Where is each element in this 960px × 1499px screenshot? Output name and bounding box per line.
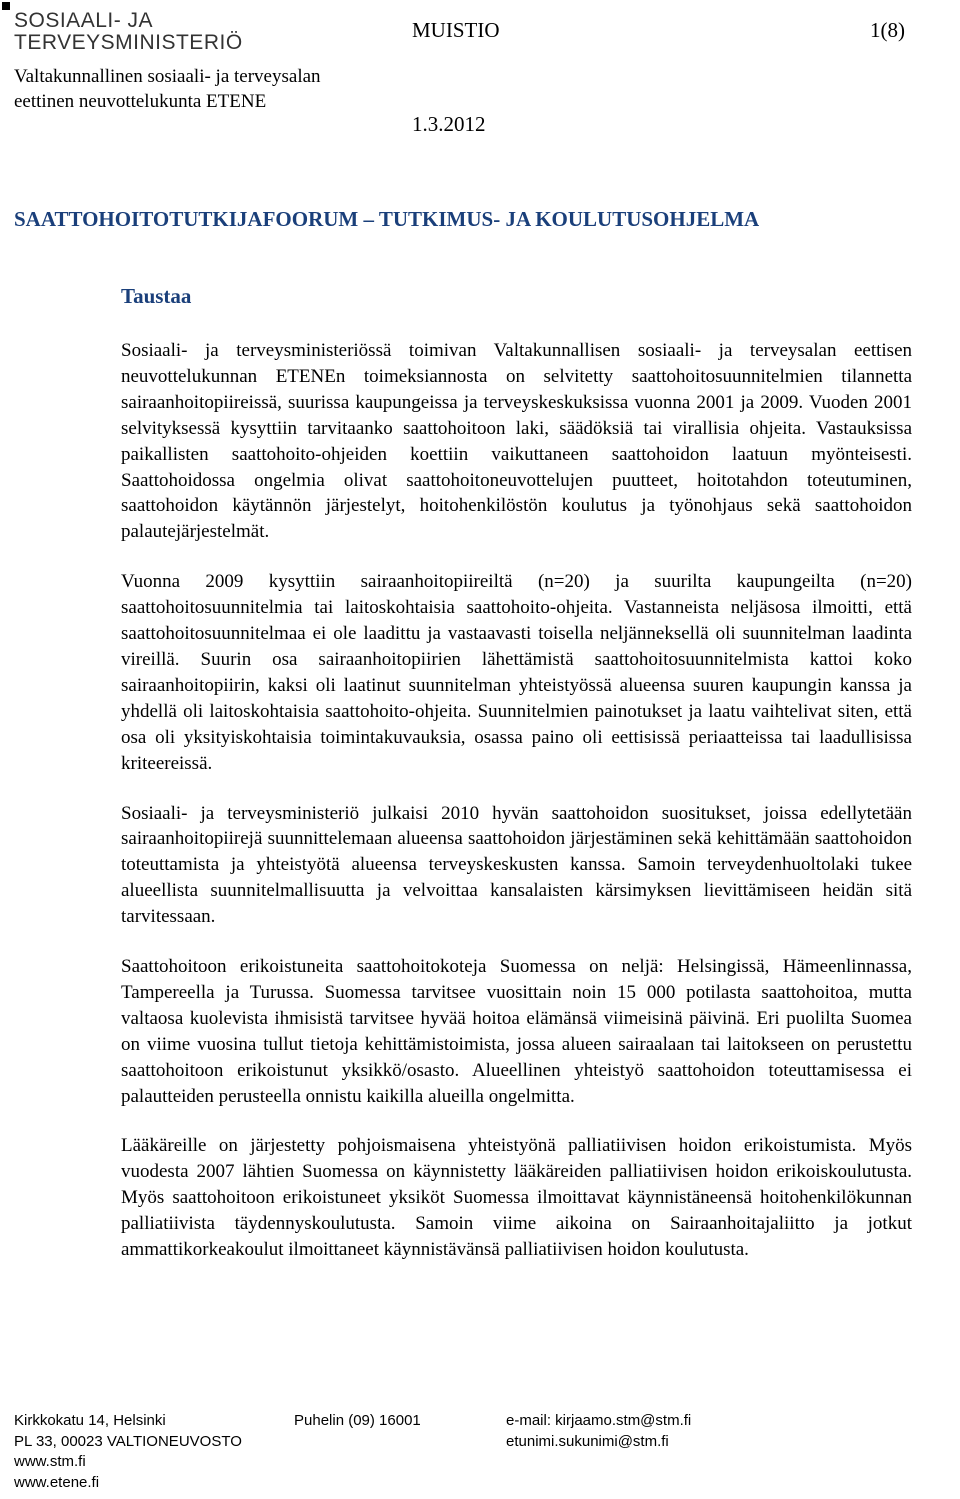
- section-heading: Taustaa: [121, 284, 192, 308]
- paragraph: Sosiaali- ja terveysministeriössä toimivan Valtakunnallisen sosiaali- ja terveysalan eettisen neuvottelukunnan ETENEn toimeksiannosta on selvitetty saattohoitosuunnitelmien tilannetta sairaanhoitopiireissä, suurissa kaupungeissa ja terveyskeskuksissa vuonna 2001 ja 2009. Vuoden 2001 selvityksessä kysyttiin tarvitaanko saattohoitoon laki, säädöksiä tai virallisia ohjeita. Vastauksissa paikallisten saattohoito-ohjeiden koettiin vaikuttaneen saattohoidon laatuun myönteisesti. Saattohoidossa ongelmia olivat saattohoitoneuvottelujen puutteet, hoitotahdon toteutuminen, saattohoidon käytännön järjestelyt, hoitohenkilöstön koulutus ja työnohjaus sekä saattohoidon palautejärjestelmät.: [121, 340, 912, 543]
- document-body: [121, 338, 912, 1287]
- logo-line-2: TERVEYSMINISTERIÖ: [14, 31, 243, 54]
- logo-line-1: SOSIAALI- JA: [14, 9, 154, 32]
- footer-email-registry[interactable]: e-mail: kirjaamo.stm@stm.fi: [506, 1412, 692, 1429]
- footer-email: [506, 1411, 691, 1452]
- paragraph: Sosiaali- ja terveysministeriö julkaisi 2010 hyvän saattohoidon suositukset, joissa edellytetään sairaanhoitopiirejä suunnittelemaan alueensa saattohoidon järjestäminen sekä kehittämään saattohoidon toteuttamista ja yhteistyötä alueensa terveyskeskusten kanssa. Samoin terveydenhuoltolaki tukee alueellista suunnitelmallisuutta ja velvoittaa kansalaisten kärsimyksen lievittämiseen heidän sitä tarvitessaan.: [121, 802, 912, 928]
- page-number: 1(8): [870, 18, 905, 42]
- footer-link-stm[interactable]: www.stm.fi: [14, 1453, 86, 1470]
- footer-link-etene[interactable]: www.etene.fi: [14, 1473, 100, 1491]
- footer-street: Kirkkokatu 14, Helsinki: [14, 1412, 166, 1429]
- paragraph: Lääkäreille on järjestetty pohjoismaisena yhteistyönä palliatiivisen hoidon erikoistumista. Myös vuodesta 2007 lähtien Suomessa on käynnistetty lääkäreiden palliatiivisen hoidon erikoiskoulutusta. Myös saattohoitoon erikoistuneet yksiköt Suomessa ilmoittavat käynnistäneensä hoitohenkilökunnan palliatiivista täydennyskoulutusta. Samoin viime aikoina on Sairaanhoitajaliitto ja jotkut ammattikorkeakoulut ilmoittaneet käynnistävänsä palliatiivisen hoidon koulutusta.: [121, 1135, 912, 1261]
- document-type: MUISTIO: [412, 18, 500, 42]
- footer-email-pattern: etunimi.sukunimi@stm.fi: [506, 1432, 669, 1450]
- corner-mark: [2, 2, 10, 10]
- unit-line-1: Valtakunnallinen sosiaali- ja terveysalan: [14, 66, 321, 87]
- issuing-unit: [14, 64, 321, 114]
- document-date: 1.3.2012: [412, 112, 486, 136]
- document-title: SAATTOHOITOTUTKIJAFOORUM – TUTKIMUS- JA KOULUTUSOHJELMA: [14, 207, 760, 231]
- footer-postal: PL 33, 00023 VALTIONEUVOSTO: [14, 1432, 242, 1450]
- footer-address: [14, 1411, 242, 1493]
- unit-line-2: eettinen neuvottelukunta ETENE: [14, 91, 267, 112]
- ministry-logo: [14, 10, 243, 54]
- footer-phone: [294, 1411, 421, 1432]
- footer-phone-number: Puhelin (09) 16001: [294, 1412, 421, 1429]
- paragraph: Saattohoitoon erikoistuneita saattohoitokoteja Suomessa on neljä: Helsingissä, Hämeenlinnassa, Tampereella ja Turussa. Suomessa tarvitsee vuosittain noin 15 000 potilasta saattohoitoa, mutta valtaosa kuolevista ihmisistä tarvitsee hyvää hoitoa elämänsä viimeisinä päivinä. Eri puolilta Suomea on viime vuosina tullut tietoja kehittämistoimista, jossa alueen sairaalaan tai laitokseen on perustettu saattohoitoon erikoistunut yksikkö/osasto. Alueellinen yhteistyö saattohoidon toteuttamisessa ei palautteiden perusteella onnistu kaikilla alueilla ongelmitta.: [121, 956, 912, 1107]
- paragraph: Vuonna 2009 kysyttiin sairaanhoitopiireiltä (n=20) ja suurilta kaupungeilta (n=20) saattohoitosuunnitelmia tai laitoskohtaisia saattohoito-ohjeita. Vastanneista neljäsosa ilmoitti, että saattohoitosuunnitelmaa ei ole laadittu ja vastaavasti toisella neljänneksellä oli suunnitelman laadinta vireillä. Suurin osa sairaanhoitopiirien lähettämistä saattohoitosuunnitelmista kattoi koko sairaanhoitopiirin, kaksi oli laatinut suunnitelman yhteistyössä alueensa suuren kaupungin kanssa ja yhdellä oli laitoskohtaisia saattohoito-ohjeita. Suunnitelmien painotukset ja laatu vaihtelivat siten, että osa oli yksityiskohtaisia toimintakuvauksia, osassa paino oli eettisissä periaatteissa tai laadullisissa kriteereissä.: [121, 571, 912, 774]
